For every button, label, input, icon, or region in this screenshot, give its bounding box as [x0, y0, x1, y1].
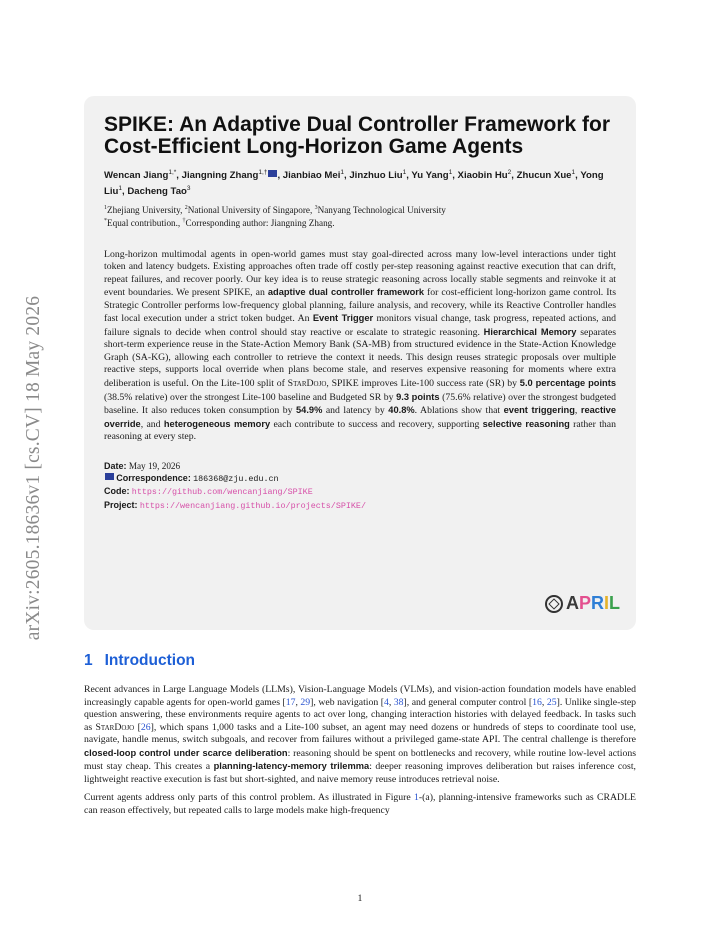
author-name: Yu Yang [411, 170, 449, 182]
citation-link[interactable]: 38 [393, 696, 404, 708]
bold-phrase: reactive override [104, 405, 616, 429]
text-run: [ [134, 721, 141, 733]
citation-link[interactable]: 17 [285, 696, 296, 708]
paper-meta [104, 460, 616, 512]
citation-link[interactable]: 26 [140, 721, 151, 733]
citation-link[interactable]: 4 [383, 696, 389, 708]
text-run: and latency by [322, 405, 389, 417]
author-affiliation-mark: 1 [340, 169, 344, 176]
author-name: Dacheng Tao [127, 186, 187, 198]
affiliation-text: Zhejiang University, [107, 205, 185, 216]
april-logo [545, 593, 620, 614]
author-affiliation-mark: 1 [118, 185, 123, 193]
bold-phrase: closed-loop control under scarce deliberation [84, 747, 288, 758]
affiliation-mark: 2 [184, 205, 188, 212]
affiliation-mark: 1 [104, 205, 107, 212]
author-affiliation-mark: 2 [507, 169, 512, 176]
affiliation-mark: 3 [314, 205, 318, 212]
author-name: Jiangning Zhang [181, 170, 259, 182]
text-run: (75.6% relative) over the strongest budgeted baseline. It also reduces token consumption by [104, 391, 616, 417]
bold-phrase: adaptive dual controller framework [267, 287, 425, 298]
author-name: Yong Liu [104, 170, 604, 198]
author-name: Wencan Jiang [104, 170, 169, 182]
code-line [104, 485, 616, 498]
author-notes [104, 216, 616, 229]
small-caps-name: StarDojo [287, 377, 327, 389]
logo-letter: A [565, 593, 579, 613]
bold-phrase: 40.8% [388, 405, 415, 416]
text-run: : deeper reasoning improves deliberation but raises inference cost, lightweight reactive execution is fast but short-sighted, and naive memory reuse introduces retrieval noise. [84, 761, 636, 785]
text-run: . Ablations show that [414, 405, 504, 417]
text-run: ], and general computer control [ [403, 696, 533, 708]
section-heading-introduction [84, 652, 195, 670]
author-name: Xiaobin Hu [457, 170, 508, 182]
logo-letter: L [609, 593, 620, 613]
compass-emblem-icon [545, 595, 563, 613]
text-run: -(a), planning-intensive frameworks such as CRADLE can reason effectively, but repeated calls to large models make high-frequency [84, 792, 636, 816]
paper-title: SPIKE: An Adaptive Dual Controller Framework for Cost-Efficient Long-Horizon Game Agents [104, 113, 611, 158]
affiliation-mark: * [104, 218, 107, 225]
affiliation-text: National University of Singapore, [187, 205, 315, 216]
author-affiliation-mark: 3 [186, 185, 191, 193]
arxiv-sidebar-stamp [22, 258, 46, 678]
text-run: , [295, 696, 301, 708]
citation-link[interactable]: 1 [414, 792, 419, 803]
author-name: Jianbiao Mei [282, 170, 341, 182]
bold-phrase: 9.3 points [396, 391, 440, 402]
date-label: Date: [104, 460, 127, 471]
bold-phrase: Hierarchical Memory [483, 326, 577, 337]
logo-letters [566, 593, 620, 614]
text-run: ], web navigation [ [310, 696, 384, 708]
text-run: separates short-term experience reuse in the State-Action Memory Bank (SA-MB) from structured evidence in the State-Action Knowledge Graph (SA-KG), allowing each controller to retrieve the context it needs. This design reuses strategic proposals over multiple reactive steps, supports local override when plans become stale, and reserves expensive reasoning for moments where extra deliberation is useful. On the Lite-100 split of [104, 326, 616, 389]
abstract [104, 249, 616, 444]
bold-phrase: 5.0 percentage points [519, 377, 616, 388]
text-run: ], which spans 1,000 tasks and a Lite-100 subset, an agent may need dozens or hundreds of steps to coordinate tool use, navigate, handle menus, switch subgoals, and recover from failures without a privileged game-state API. The central challenge is therefore [84, 721, 636, 745]
title-abstract-card [84, 96, 636, 630]
logo-letter: I [603, 593, 609, 613]
project-label: Project: [104, 499, 138, 510]
author-name: Zhucun Xue [516, 170, 572, 182]
section-number: 1 [84, 652, 93, 669]
project-line [104, 499, 616, 512]
author-affiliation-mark: 1,* [168, 169, 177, 176]
small-caps-name: StarDojo [95, 721, 135, 733]
bold-phrase: selective reasoning [482, 418, 570, 429]
text-run: , and [140, 418, 164, 430]
text-run: for cost-efficient long-horizon game control. Its Strategic Controller performs low-frequency global planning, failure analysis, and recovery, while its Reactive Controller handles fast local execution under a strict token budget. An [104, 287, 616, 325]
author-affiliation-mark: 1,† [258, 169, 268, 176]
project-link[interactable]: https://wencanjiang.github.io/projects/SPIKE/ [139, 500, 366, 511]
arxiv-id: arXiv:2605.18636v1 [cs.CV] 18 May 2026 [23, 295, 44, 641]
correspondence-email[interactable]: 186368@zju.edu.cn [193, 474, 279, 484]
text-run: (38.5% relative) over the strongest Lite-100 baseline and Budgeted SR by [104, 391, 397, 403]
bold-phrase: 54.9% [295, 405, 323, 416]
text-run: Current agents address only parts of this control problem. As illustrated in Figure [84, 792, 415, 803]
section-title: Introduction [104, 652, 196, 669]
text-run: Long-horizon multimodal agents in open-world games must stay goal-directed across many low-level interactions under tight token and latency budgets. Existing approaches often trade off costly per-step reasoning against reactive execution that can drift, repeat failures, and recover poorly. Our key idea is to reuse strategic reasoning across locally stable segments and reinvoke it at event boundaries. We present SPIKE, an [104, 248, 616, 299]
affiliation-text: Corresponding author: Jiangning Zhang. [185, 218, 335, 229]
affiliation-mark: † [182, 218, 186, 225]
text-run: monitors visual change, task progress, repeated actions, and failure signals to decide when control should stay reactive or escalate to strategic reasoning. [104, 313, 616, 338]
affiliation-text: Nanyang Technological University [317, 205, 446, 216]
code-link[interactable]: https://github.com/wencanjiang/SPIKE [131, 487, 313, 498]
affiliations [104, 203, 616, 216]
text-run: , [574, 405, 581, 417]
citation-link[interactable]: 25 [546, 696, 557, 708]
correspondence-line [104, 472, 616, 485]
correspondence-label: Correspondence: [116, 473, 191, 483]
author-affiliation-mark: 1 [448, 169, 453, 176]
citation-link[interactable]: 29 [300, 696, 311, 708]
text-run: each contribute to success and recovery, supporting [270, 418, 483, 430]
date-line [104, 460, 616, 472]
text-run: ]. Unlike single-step question answering, these environments require agents to act over long, changing interaction histories with delayed feedback. In tasks such as [84, 696, 637, 733]
text-run: rather than reasoning at every step. [104, 418, 616, 443]
author-list: Wencan Jiang$^{1,*}$, Jiangning Zhang$^{1,\dagger}$ , Jianbiao Mei$^1$, Jinzhuo Liu$^1$, Yu Yang$^1$, Xiaobin Hu$^2$, Zhucun Xue$^1$, Yong Liu$^1$, Dacheng Tao$^3$ [104, 169, 604, 198]
bold-phrase: event triggering [503, 405, 575, 416]
author-affiliation-mark: 1 [571, 169, 576, 176]
bold-phrase: planning-latency-memory trilemma [213, 761, 370, 771]
text-run: , [388, 696, 394, 708]
citation-link[interactable]: 16 [532, 696, 542, 708]
text-run: , [541, 696, 547, 708]
introduction-body [84, 684, 636, 823]
paragraph [84, 792, 636, 817]
date-value: May 19, 2026 [128, 460, 181, 471]
code-label: Code: [104, 486, 130, 497]
mail-icon [268, 170, 277, 177]
bold-phrase: heterogeneous memory [163, 418, 271, 429]
mail-icon [105, 473, 114, 480]
logo-letter: R [590, 593, 604, 613]
author-affiliation-mark: 1 [402, 169, 407, 176]
page-number: 1 [357, 893, 363, 904]
text-run: Recent advances in Large Language Models (LLMs), Vision-Language Models (VLMs), and vision-action foundation models have enabled increasingly capable agents for open-world games [ [84, 684, 636, 708]
bold-phrase: Event Trigger [312, 313, 374, 324]
text-run: : reasoning should be spent on bottlenecks and recovery, while routine low-level actions must stay cheap. This creates a [84, 747, 636, 772]
logo-letter: P [578, 593, 591, 613]
affiliation-text: Equal contribution., [107, 218, 183, 229]
author-name: Jinzhuo Liu [349, 170, 403, 182]
text-run: , SPIKE improves Lite-100 success rate (SR) by [326, 377, 520, 389]
paragraph [84, 684, 636, 786]
